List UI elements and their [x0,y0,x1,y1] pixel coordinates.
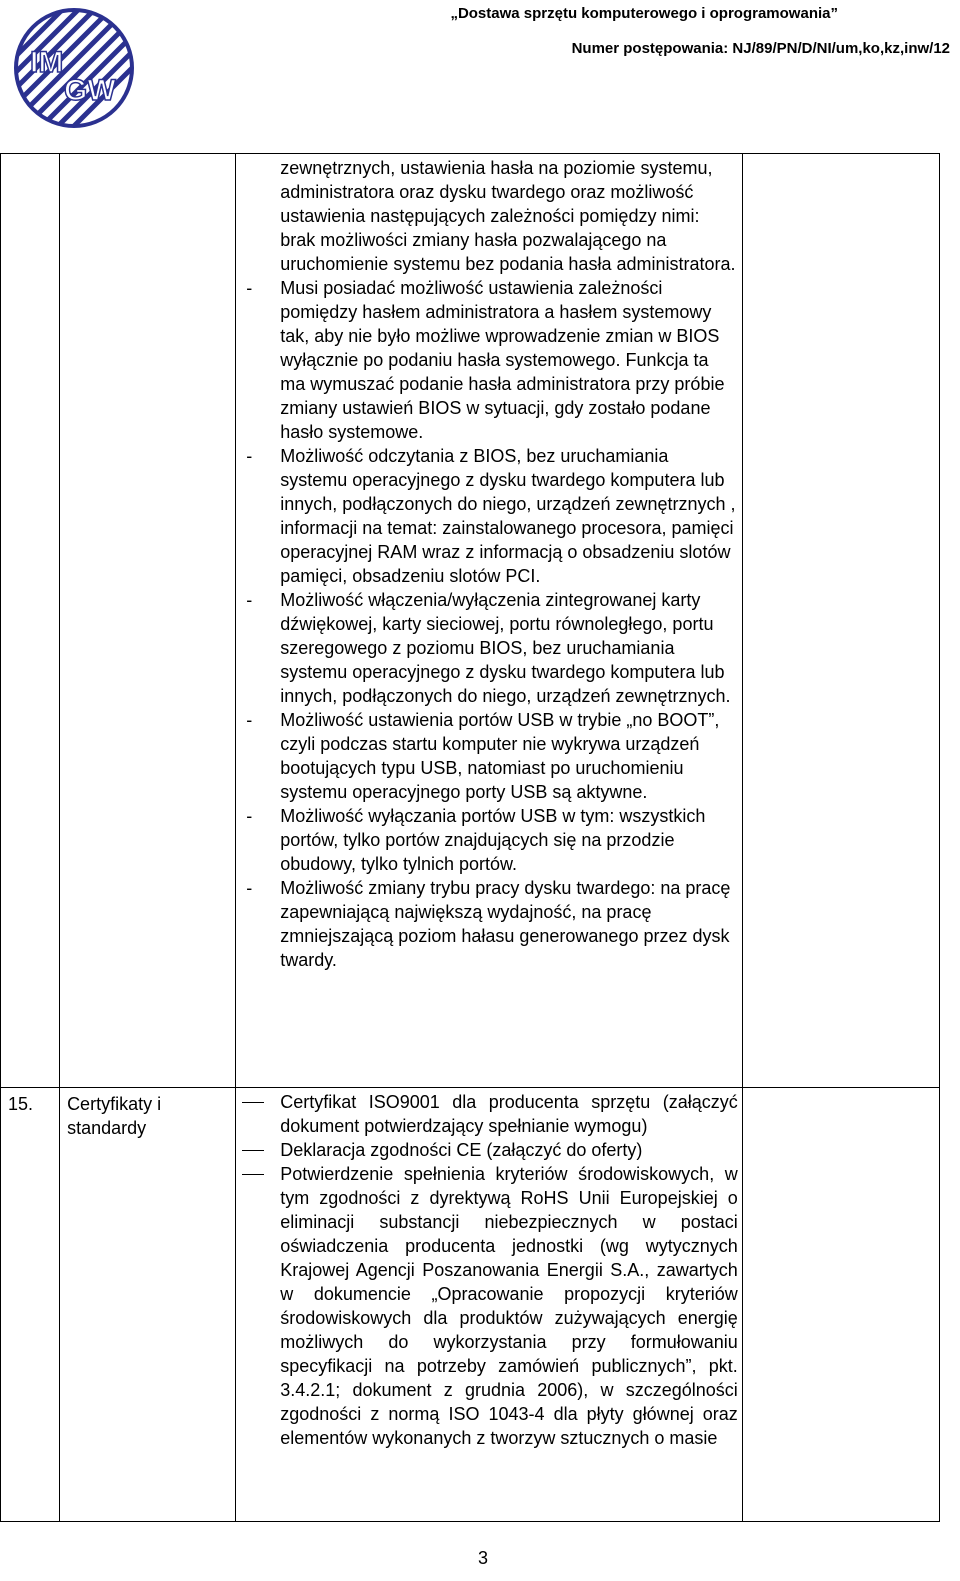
list-item: Potwierdzenie spełnienia kryteriów środowiskowych, w tym zgodności z dyrektywą RoHS Unii Europejskiej o eliminacji substancji niebezpiecznych w postaci oświadczenia producenta jednostki (wg wytycznych Krajowej Agencji Poszanowania Energii S.A., zawartych w dokumencie „Opracowanie propozycji kryteriów środowiskowych dla produktów zużywających energię możliwych do wykorzystania przy formułowaniu specyfikacji na potrzeby zamówień publicznych”, pkt. 3.4.2.1; dokument z grudnia 2006), w szczególności zgodności z normą ISO 1043-4 dla płyty głównej oraz elementów wykonanych z tworzyw sztucznych o masie [236,1162,738,1450]
list-item: - Możliwość odczytania z BIOS, bez uruchamiania systemu operacyjnego z dysku twardego komputera lub innych, podłączonych do niego, urządzeń zewnętrznych , informacji na temat: zainstalowanego procesora, pamięci operacyjnej RAM wraz z informacją o obsadzeniu slotów pamięci, obsadzeniu slotów PCI. [246,446,736,586]
list-item: Certyfikat ISO9001 dla producenta sprzętu (załączyć dokument potwierdzający spełnianie wymogu) [236,1090,738,1138]
row-number-cell [1,1088,60,1522]
document-title: „Dostawa sprzętu komputerowego i oprogramowania” [450,5,838,22]
dash-marker [242,1150,264,1151]
row-description-cell [236,154,743,1088]
dash-marker [242,1174,264,1175]
continuation-text: zewnętrznych, ustawienia hasła na poziomie systemu, administratora oraz dysku twardego oraz możliwość ustawienia następujących zależności pomiędzy nimi: brak możliwości zmiany hasła pozwalającego na uruchomienie systemu bez podania hasła administratora. [280,158,736,274]
list-item: - Możliwość ustawienia portów USB w trybie „no BOOT”, czyli podczas startu komputer nie wykrywa urządzeń bootujących typu USB, natomiast po uruchomieniu systemu operacyjnego porty USB są aktywne. [246,710,720,802]
procedure-number: Numer postępowania: NJ/89/PN/D/NI/um,ko,kz,inw/12 [571,40,950,57]
dash-marker [242,1102,264,1103]
table-row [1,154,940,1088]
row-description-cell [236,1088,743,1522]
list-item: - Musi posiadać możliwość ustawienia zależności pomiędzy hasłem administratora a hasłem systemowy tak, aby nie było możliwe wprowadzenie zmian w BIOS wyłącznie po podaniu hasła systemowego. Funkcja ta ma wymuszać podanie hasła administratora przy próbie zmiany ustawień BIOS w sytuacji, gdy zostało podane hasło systemowe. [246,278,725,442]
row-number-cell [1,154,60,1088]
logo-text-bottom: GW [64,74,116,107]
logo-text-top: IM [30,46,64,79]
row-name-cell [60,1088,236,1522]
list-item: Deklaracja zgodności CE (załączyć do oferty) [236,1138,738,1162]
page-number: 3 [478,1548,489,1568]
specification-table [0,153,940,1522]
row-remarks-cell [742,154,939,1088]
list-item: - Możliwość wyłączania portów USB w tym: wszystkich portów, tylko portów znajdujących się na przodzie obudowy, tylko tylnich portów. [246,806,706,874]
list-item: - Możliwość włączenia/wyłączenia zintegrowanej karty dźwiękowej, karty sieciowej, portu równoległego, portu szeregowego z poziomu BIOS, bez uruchamiania systemu operacyjnego z dysku twardego komputera lub innych, podłączonych do niego, urządzeń zewnętrznych. [246,590,731,706]
row-name: Certyfikaty i standardy [67,1094,162,1138]
table-row [1,1088,940,1522]
row-name-cell [60,154,236,1088]
row-remarks-cell [742,1088,939,1522]
row-number: 15. [8,1094,34,1114]
imgw-logo [12,8,136,128]
list-item: - Możliwość zmiany trybu pracy dysku twardego: na pracę zapewniającą największą wydajność, na pracę zmniejszającą poziom hałasu generowanego przez dysk twardy. [246,878,731,970]
